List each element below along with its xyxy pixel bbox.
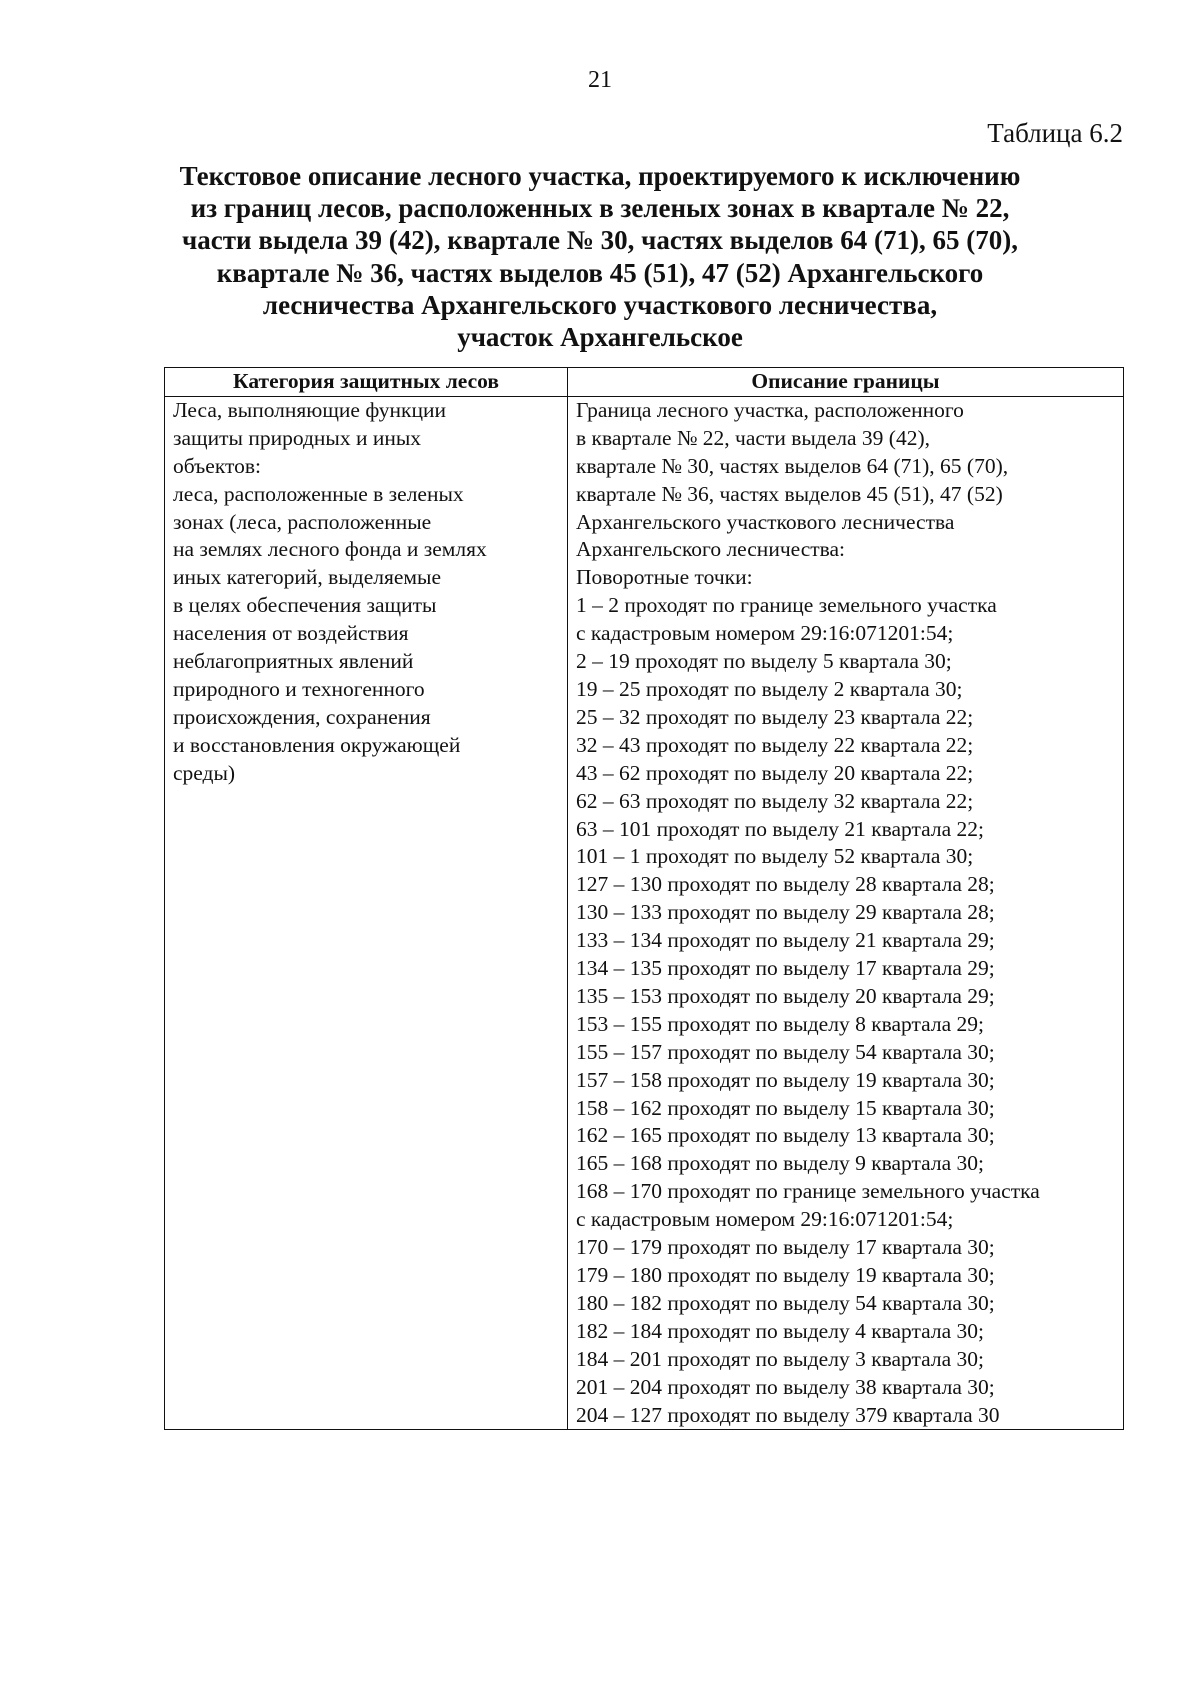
boundary-text-line: 32 – 43 проходят по выделу 22 квартала 22; — [576, 732, 974, 757]
table-header-row — [165, 368, 1124, 397]
boundary-text-line: Поворотные точки: — [576, 565, 753, 590]
boundary-text-line: квартале № 36, частях выделов 45 (51), 47 (52) — [576, 481, 1003, 506]
boundary-text-line: 2 – 19 проходят по выделу 5 квартала 30; — [576, 649, 952, 674]
category-text-line: природного и техногенного — [173, 676, 425, 701]
boundary-text-line: 170 – 179 проходят по выделу 17 квартала 30; — [576, 1235, 995, 1260]
category-text-line: леса, расположенные в зеленых — [173, 481, 464, 506]
header-description: Описание границы — [568, 368, 1124, 397]
boundary-text-line: 155 – 157 проходят по выделу 54 квартала 30; — [576, 1039, 995, 1064]
title-line: части выдела 39 (42), квартале № 30, частях выделов 64 (71), 65 (70), — [182, 225, 1018, 256]
category-text-line: в целях обеспечения защиты — [173, 593, 437, 618]
boundary-text-line: 25 – 32 проходят по выделу 23 квартала 22; — [576, 704, 974, 729]
boundary-text-line: 1 – 2 проходят по границе земельного участка — [576, 593, 997, 618]
category-text-line: защиты природных и иных — [173, 425, 422, 450]
boundary-text-line: 184 – 201 проходят по выделу 3 квартала 30; — [576, 1346, 985, 1371]
boundary-text-line: Архангельского участкового лесничества — [576, 509, 955, 534]
boundary-text-line: квартале № 30, частях выделов 64 (71), 65 (70), — [576, 453, 1009, 478]
boundary-text-line: с кадастровым номером 29:16:071201:54; — [576, 621, 954, 646]
boundary-description-cell — [568, 396, 1124, 1430]
title-line: квартале № 36, частях выделов 45 (51), 47 (52) Архангельского — [216, 257, 984, 288]
boundary-text-line: 201 – 204 проходят по выделу 38 квартала 30; — [576, 1374, 995, 1399]
boundary-text-line: 135 – 153 проходят по выделу 20 квартала 29; — [576, 983, 995, 1008]
category-text-line: объектов: — [173, 453, 261, 478]
boundary-text-line: 165 – 168 проходят по выделу 9 квартала 30; — [576, 1151, 985, 1176]
boundary-text-line: 133 – 134 проходят по выделу 21 квартала 29; — [576, 928, 995, 953]
boundary-text-line: Граница лесного участка, расположенного — [576, 397, 964, 422]
document-title — [100, 160, 1100, 353]
boundary-text-line: 63 – 101 проходят по выделу 21 квартала 22; — [576, 816, 985, 841]
boundary-text-line: 153 – 155 проходят по выделу 8 квартала 29; — [576, 1011, 985, 1036]
category-cell — [165, 396, 568, 1430]
header-category: Категория защитных лесов — [165, 368, 568, 397]
boundary-text-line: 19 – 25 проходят по выделу 2 квартала 30; — [576, 676, 963, 701]
category-text-line: иных категорий, выделяемые — [173, 565, 442, 590]
boundary-text-line: с кадастровым номером 29:16:071201:54; — [576, 1207, 954, 1232]
category-text-line: населения от воздействия — [173, 621, 409, 646]
boundary-text-line: 182 – 184 проходят по выделу 4 квартала 30; — [576, 1318, 985, 1343]
category-text-line: и восстановления окружающей — [173, 732, 461, 757]
boundary-text-line: 179 – 180 проходят по выделу 19 квартала 30; — [576, 1263, 995, 1287]
category-text-line: Леса, выполняющие функции — [173, 397, 446, 422]
title-line: Текстовое описание лесного участка, проектируемого к исключению — [179, 161, 1021, 191]
title-line: из границ лесов, расположенных в зеленых зонах в квартале № 22, — [190, 193, 1010, 224]
boundary-text-line: 158 – 162 проходят по выделу 15 квартала 30; — [576, 1095, 995, 1120]
category-text-line: на землях лесного фонда и землях — [173, 537, 487, 562]
boundary-text-line: 157 – 158 проходят по выделу 19 квартала 30; — [576, 1067, 995, 1092]
title-line: участок Архангельское — [457, 322, 743, 353]
boundary-text-line: 127 – 130 проходят по выделу 28 квартала 28; — [576, 872, 995, 897]
category-text-line: неблагоприятных явлений — [173, 649, 414, 674]
boundary-text-line: в квартале № 22, части выдела 39 (42), — [576, 425, 930, 450]
boundary-text-line: 162 – 165 проходят по выделу 13 квартала 30; — [576, 1123, 995, 1148]
boundary-text-line: Архангельского лесничества: — [576, 537, 846, 562]
title-line: лесничества Архангельского участкового лесничества, — [262, 289, 938, 320]
boundary-text-line: 180 – 182 проходят по выделу 54 квартала 30; — [576, 1290, 995, 1315]
category-text-line: среды) — [173, 760, 236, 785]
table-label: Таблица 6.2 — [987, 118, 1123, 148]
page-number: 21 — [588, 67, 612, 93]
category-text-line: происхождения, сохранения — [173, 704, 431, 729]
category-text-line: зонах (леса, расположенные — [173, 509, 432, 534]
boundary-text-line: 204 – 127 проходят по выделу 379 квартала 30 — [576, 1402, 1000, 1427]
boundary-text-line: 101 – 1 проходят по выделу 52 квартала 30; — [576, 844, 974, 869]
boundary-description-table — [164, 367, 1124, 1430]
boundary-text-line: 130 – 133 проходят по выделу 29 квартала 28; — [576, 900, 995, 925]
table-row — [165, 396, 1124, 1430]
boundary-text-line: 43 – 62 проходят по выделу 20 квартала 22; — [576, 760, 974, 785]
boundary-text-line: 168 – 170 проходят по границе земельного участка — [576, 1179, 1040, 1204]
boundary-text-line: 134 – 135 проходят по выделу 17 квартала 29; — [576, 956, 995, 981]
boundary-text-line: 62 – 63 проходят по выделу 32 квартала 22; — [576, 788, 974, 813]
